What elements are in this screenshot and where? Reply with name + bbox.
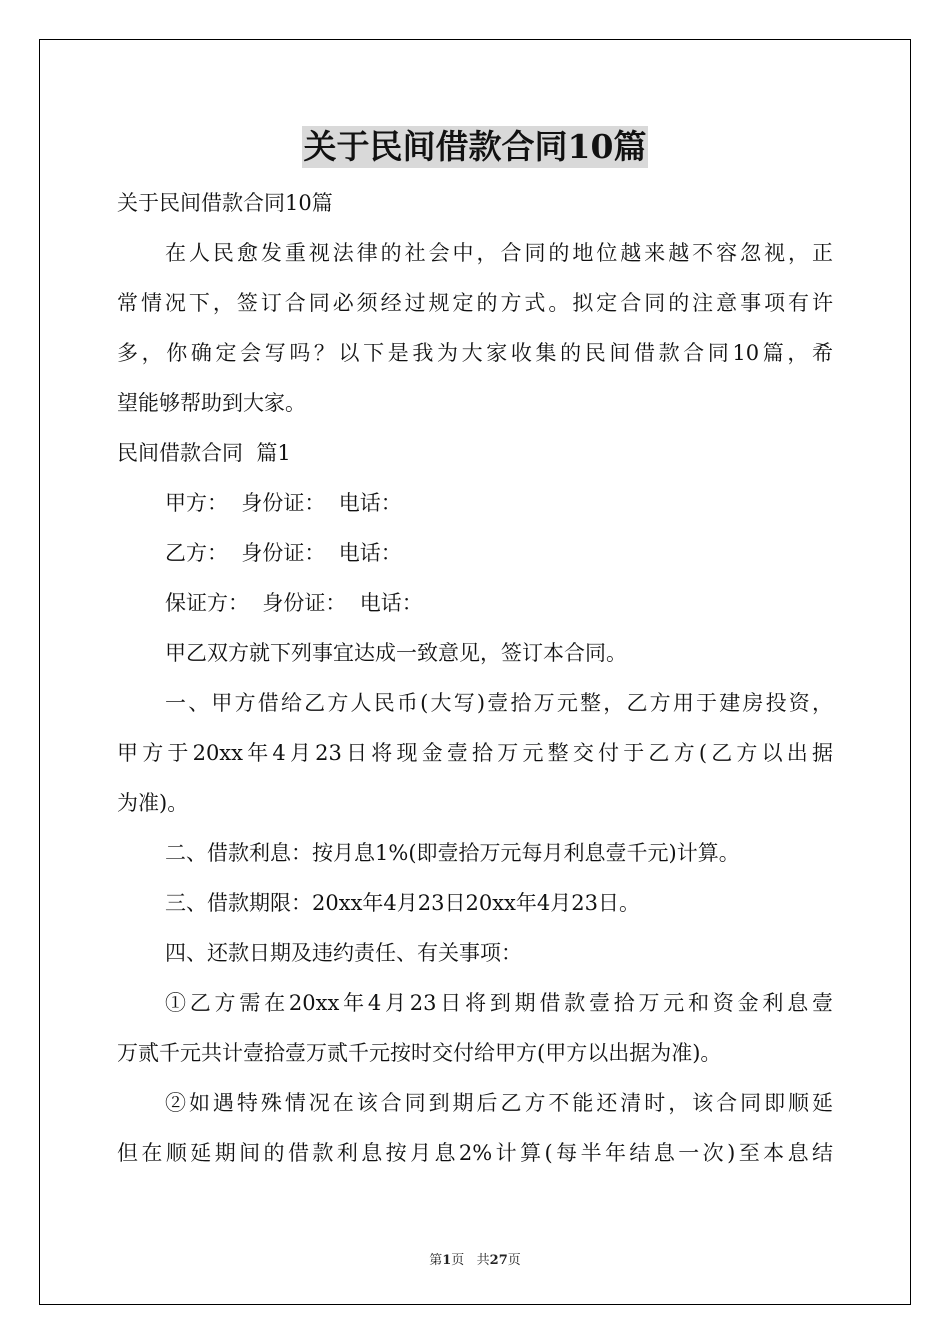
party-line-b: 乙方： 身份证： 电话： (165, 541, 402, 565)
footer-page-total: 27 (489, 1253, 508, 1268)
intro-line-2: 常情况下，签订合同必须经过规定的方式。拟定合同的注意事项有许 (117, 291, 833, 315)
intro-line-4: 望能够帮助到大家。 (117, 391, 306, 415)
intro-line-3: 多，你确定会写吗？以下是我为大家收集的民间借款合同10篇，希 (117, 341, 833, 365)
section-heading: 民间借款合同 篇1 (117, 441, 291, 465)
clause1-line-2: 甲方于20xx年4月23日将现金壹拾万元整交付于乙方(乙方以出据 (117, 741, 833, 765)
footer-page-prefix: 第 (429, 1253, 443, 1268)
footer-page-number: 1 (442, 1253, 452, 1268)
item1-line-2: 万贰千元共计壹拾壹万贰千元按时交付给甲方(甲方以出据为准)。 (117, 1041, 722, 1065)
footer-page-mid: 页 共 (451, 1253, 490, 1268)
footer-page-suffix: 页 (507, 1253, 521, 1268)
document-subtitle: 关于民间借款合同10篇 (117, 191, 333, 215)
item2-line-2: 但在顺延期间的借款利息按月息2%计算(每半年结息一次)至本息结 (117, 1141, 833, 1165)
clause3-line: 三、借款期限：20xx年4月23日20xx年4月23日。 (165, 891, 640, 915)
clause1-line-3: 为准)。 (117, 791, 189, 815)
clause4-line: 四、还款日期及违约责任、有关事项： (165, 941, 522, 965)
party-line-guarantor: 保证方： 身份证： 电话： (165, 591, 423, 615)
title-container (0, 126, 950, 168)
item1-line-1: ①乙方需在20xx年4月23日将到期借款壹拾万元和资金利息壹 (165, 991, 833, 1015)
intro-line-1: 在人民愈发重视法律的社会中，合同的地位越来越不容忽视，正 (165, 241, 833, 265)
page-footer (0, 1249, 950, 1268)
clause1-line-1: 一、甲方借给乙方人民币(大写)壹拾万元整，乙方用于建房投资， (165, 691, 833, 715)
party-line-a: 甲方： 身份证： 电话： (165, 491, 402, 515)
document-title: 关于民间借款合同10篇 (303, 127, 647, 166)
item2-line-1: ②如遇特殊情况在该合同到期后乙方不能还清时，该合同即顺延 (165, 1091, 833, 1115)
agreement-line: 甲乙双方就下列事宜达成一致意见，签订本合同。 (165, 641, 627, 665)
document-body (117, 178, 833, 1178)
clause2-line: 二、借款利息：按月息1%(即壹拾万元每月利息壹千元)计算。 (165, 841, 740, 865)
